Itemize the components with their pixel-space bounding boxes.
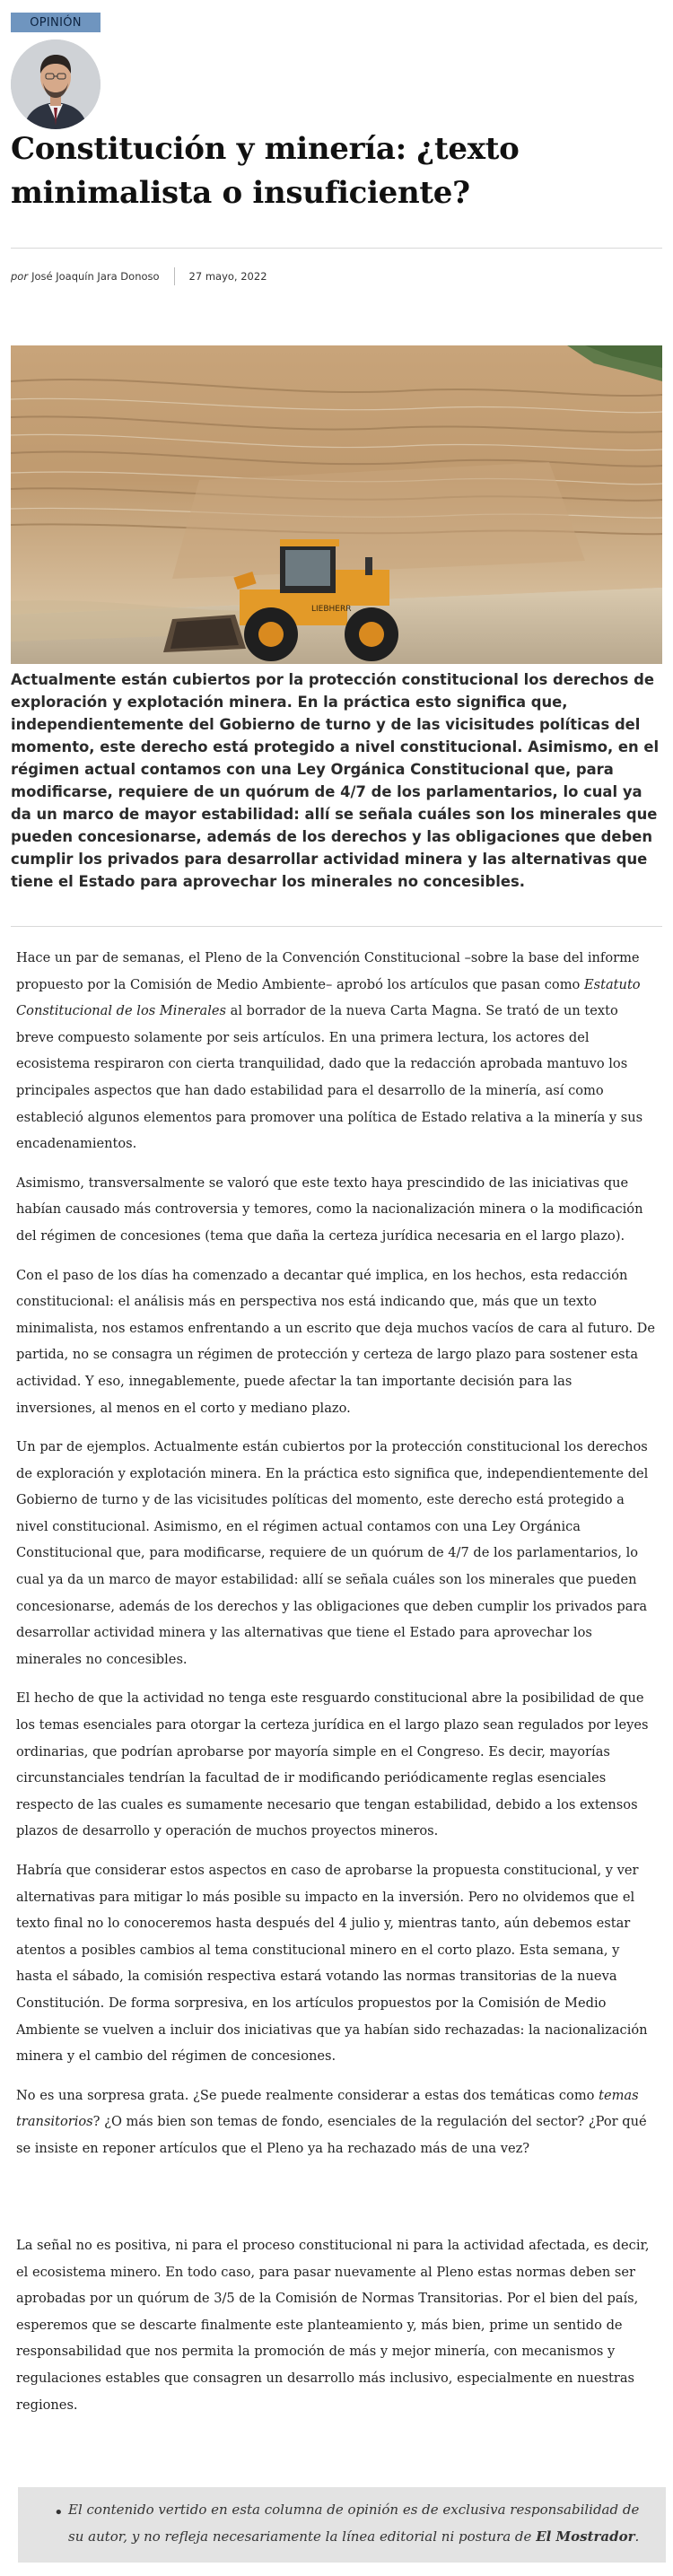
title-divider [11, 248, 662, 249]
author-name-link[interactable]: José Joaquín Jara Donoso [31, 270, 160, 283]
body-paragraph-6: Habría que considerar estos aspectos en caso de aprobarse la propuesta constitucional, y ver alternativas para mitigar lo más posible su impacto en la inversión. Pero no olvidemos que el texto final no lo conoceremos hasta después del 4 julio y, mientras tanto, aún debemos estar atentos a posibles cambios al tema constitucional minero en el corto plazo. Esta semana, y hasta el sábado, la comisión respectiva estará votando las normas transitorias de la nueva Constitución. De forma sorpresiva, en los artículos propuestos por la Comisión de Medio Ambiente se vuelven a incluir dos iniciativas que ya habían sido rechazadas: la nacionalización minera y el cambio del régimen de concesiones. [16, 1863, 648, 2065]
hero-image [11, 345, 662, 664]
publish-date: 27 mayo, 2022 [188, 270, 267, 283]
opinion-section-badge[interactable]: OPINIÓN [11, 13, 101, 32]
body-paragraph-7: No es una sorpresa grata. ¿Se puede realmente considerar a estas dos temáticas como temas transitorios? ¿O más bien son temas de fondo, esenciales de la regulación del sector? ¿Por qué se insiste en reponer artículos que el Pleno ya ha rechazado más de una vez? [16, 2087, 647, 2156]
byline-prefix: por [11, 270, 29, 283]
statute-title: Estatuto Constitucional de los Minerales [16, 976, 641, 1019]
article-title: Constitución y minería: ¿texto minimalista o insuficiente? [11, 131, 520, 211]
lead-divider [11, 926, 662, 927]
disclaimer-bullet: • [54, 2503, 64, 2522]
body-paragraph-8: La señal no es positiva, ni para el proceso constitucional ni para la actividad afectada, es decir, el ecosistema minero. En todo caso, para pasar nuevamente al Pleno estas normas deben ser aprobadas por un quórum de 3/5 de la Comisión de Normas Transitorias. Por el bien del país, esperemos que se descarte finalmente este planteamiento y, más bien, prime un sentido de responsabilidad que nos permita la promoción de más y mejor minería, con mecanismos y regulaciones estables que consagren un desarrollo más inclusivo, especialmente en nuestras regiones. [16, 2238, 650, 2413]
outlet-name: El Mostrador [536, 2528, 635, 2545]
body-paragraph-3: Con el paso de los días ha comenzado a decantar qué implica, en los hechos, esta redacción constitucional: el análisis más en perspectiva nos está indicando que, más que un texto minimalista, nos estamos enfrentando a un escrito que deja muchos vacíos de cara al futuro. De partida, no se consagra un régimen de protección y certeza de largo plazo para sostener esta actividad. Y eso, innegablemente, puede afectar la tan importante decisión para las inversiones, al menos en el corto y mediano plazo. [16, 1267, 656, 1416]
quarry-loader-photo [11, 345, 662, 664]
author-avatar[interactable] [11, 39, 101, 129]
transitory-topics-term: temas transitorios [16, 2087, 639, 2130]
body-paragraph-2: Asimismo, transversalmente se valoró que este texto haya prescindido de las iniciativas que habían causado más controversia y temores, como la nacionalización minera o la modificación del régimen de concesiones (tema que daña la certeza jurídica necesaria en el largo plazo). [16, 1174, 643, 1244]
article-body [16, 945, 655, 2175]
author-photo [11, 39, 101, 129]
body-paragraph-5: El hecho de que la actividad no tenga este resguardo constitucional abre la posibilidad de que los temas esenciales para otorgar la certeza jurídica en el largo plazo sean regulados por leyes ordinarias, que podrían aprobarse por mayoría simple en el Congreso. Es decir, mayorías circunstanciales tendrían la facultad de ir modificando periódicamente reglas esenciales respecto de las cuales es sumamente necesario que tengan estabilidad, debido a los extensos plazos de desarrollo y operación de muchos proyectos mineros. [16, 1690, 649, 1839]
opinion-disclaimer: • El contenido vertido en esta columna de opinión es de exclusiva responsabilidad de su autor, y no refleja necesariamente la línea editorial ni postura de El Mostrador. [18, 2487, 666, 2563]
svg-text:LIEBHERR: LIEBHERR [311, 605, 352, 614]
byline-separator [174, 267, 175, 285]
article-body-closing [16, 2232, 655, 2431]
body-paragraph-4: Un par de ejemplos. Actualmente están cubiertos por la protección constitucional los derechos de exploración y explotación minera. En la práctica esto significa que, independientemente del Gobierno de turno y de las vicisitudes políticas del momento, este derecho está protegido a nivel constitucional. Asimismo, en el régimen actual contamos con una Ley Orgánica Constitucional que, para modificarse, requiere de un quórum de 4/7 de los parlamentarios, lo cual ya da un marco de mayor estabilidad: allí se señala cuáles son los minerales que pueden concesionarse, además de los derechos y las obligaciones que deben cumplir los privados para desarrollar actividad minera y las alternativas que tiene el Estado para aprovechar los minerales no concesibles. [16, 1439, 649, 1667]
byline [11, 267, 267, 285]
article-lead: Actualmente están cubiertos por la protección constitucional los derechos de exploración y explotación minera. En la práctica esto significa que, independientemente del Gobierno de turno y de las vicisitudes políticas del momento, este derecho está protegido a nivel constitucional. Asimismo, en el régimen actual contamos con una Ley Orgánica Constitucional que, para modificarse, requiere de un quórum de 4/7 de los parlamentarios, lo cual ya da un marco de mayor estabilidad: allí se señala cuáles son los minerales que pueden concesionarse, además de los derechos y las obligaciones que deben cumplir los privados para desarrollar actividad minera y las alternativas que tiene el Estado para aprovechar los minerales no concesibles. [11, 671, 660, 890]
body-paragraph-1: Hace un par de semanas, el Pleno de la Convención Constitucional –sobre la base del informe propuesto por la Comisión de Medio Ambiente– aprobó los artículos que pasan como Estatuto Constitucional de los Minerales al borrador de la nueva Carta Magna. Se trató de un texto breve compuesto solamente por seis artículos. En una primera lectura, los actores del ecosistema respiraron con cierta tranquilidad, dado que la redacción aprobada mantuvo los principales aspectos que han dado estabilidad para el desarrollo de la minería, así como estableció algunos elementos para promover una política de Estado relativa a la minería y sus encadenamientos. [16, 950, 643, 1152]
